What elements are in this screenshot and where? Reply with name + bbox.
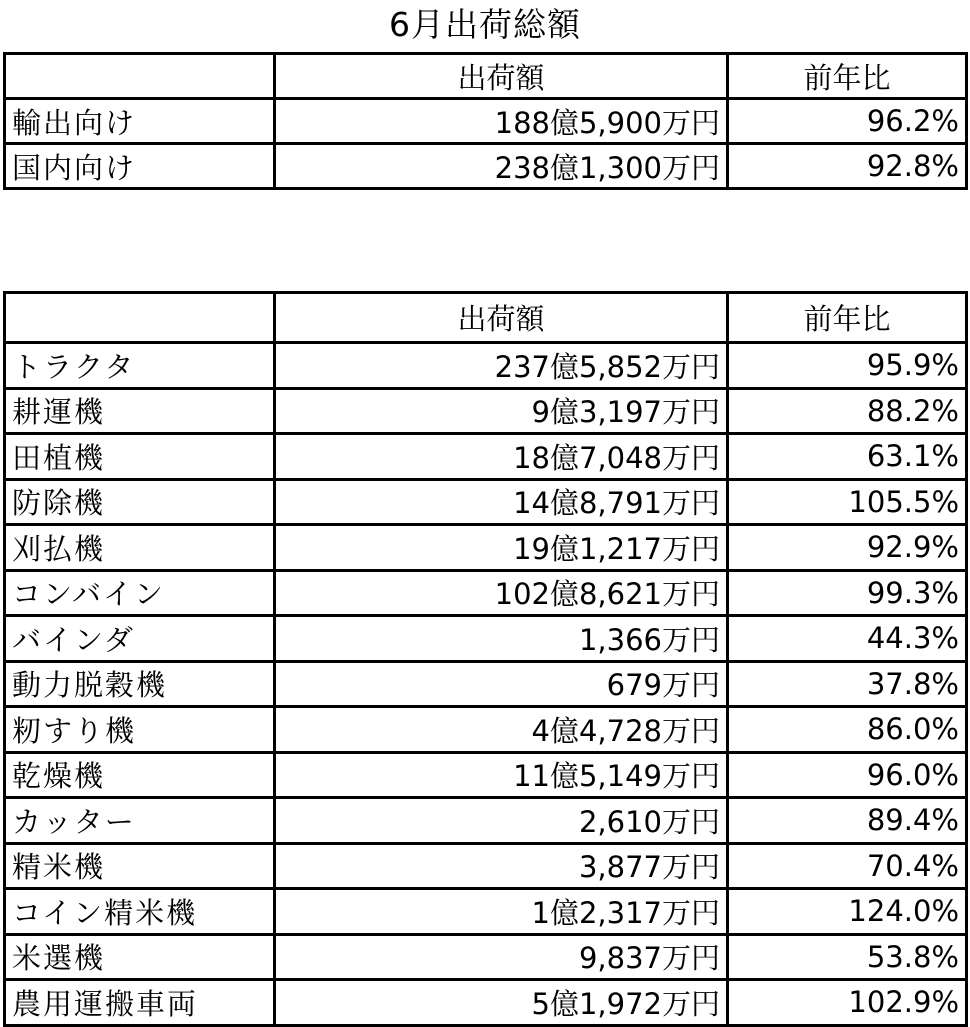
row-label: 精米機 — [5, 843, 275, 889]
table-row — [5, 798, 967, 844]
yoy-cell: 96.0% — [728, 752, 967, 798]
yoy-cell: 124.0% — [728, 889, 967, 935]
table-row — [5, 889, 967, 935]
row-label: 輸出向け — [5, 99, 275, 144]
yoy-cell: 89.4% — [728, 798, 967, 844]
row-label: 防除機 — [5, 479, 275, 525]
page-title: 6月出荷総額 — [389, 5, 581, 44]
amount-cell: 3,877万円 — [275, 843, 728, 889]
row-label: 動力脱穀機 — [5, 661, 275, 707]
row-label: コンバイン — [5, 570, 275, 616]
table-row — [5, 616, 967, 662]
header-cell-amount: 出荷額 — [275, 293, 728, 343]
amount-cell: 679万円 — [275, 661, 728, 707]
header-cell-amount: 出荷額 — [275, 54, 728, 99]
amount-cell: 1,366万円 — [275, 616, 728, 662]
row-label: トラクタ — [5, 343, 275, 389]
row-label: 米選機 — [5, 934, 275, 980]
yoy-cell: 37.8% — [728, 661, 967, 707]
table-row — [5, 144, 967, 189]
yoy-cell: 95.9% — [728, 343, 967, 389]
yoy-cell: 92.9% — [728, 525, 967, 571]
table-row — [5, 434, 967, 480]
header-cell-blank — [5, 54, 275, 99]
row-label: 耕運機 — [5, 388, 275, 434]
yoy-cell: 70.4% — [728, 843, 967, 889]
table-row — [5, 479, 967, 525]
header-cell-yoy: 前年比 — [728, 54, 967, 99]
row-label: 乾燥機 — [5, 752, 275, 798]
amount-cell: 4億4,728万円 — [275, 707, 728, 753]
yoy-cell: 99.3% — [728, 570, 967, 616]
amount-cell: 9億3,197万円 — [275, 388, 728, 434]
yoy-cell: 88.2% — [728, 388, 967, 434]
header-cell-blank — [5, 293, 275, 343]
table-row — [5, 843, 967, 889]
amount-cell: 1億2,317万円 — [275, 889, 728, 935]
summary-table — [3, 52, 968, 190]
amount-cell: 19億1,217万円 — [275, 525, 728, 571]
amount-cell: 188億5,900万円 — [275, 99, 728, 144]
amount-cell: 18億7,048万円 — [275, 434, 728, 480]
table-row — [5, 661, 967, 707]
yoy-cell: 102.9% — [728, 980, 967, 1026]
table-row — [5, 934, 967, 980]
row-label: コイン精米機 — [5, 889, 275, 935]
yoy-cell: 105.5% — [728, 479, 967, 525]
table-header-row — [5, 293, 967, 343]
table-row — [5, 570, 967, 616]
row-label: 田植機 — [5, 434, 275, 480]
yoy-cell: 44.3% — [728, 616, 967, 662]
product-table — [3, 291, 968, 1027]
row-label: 農用運搬車両 — [5, 980, 275, 1026]
table-row — [5, 388, 967, 434]
amount-cell: 14億8,791万円 — [275, 479, 728, 525]
amount-cell: 9,837万円 — [275, 934, 728, 980]
amount-cell: 237億5,852万円 — [275, 343, 728, 389]
row-label: 刈払機 — [5, 525, 275, 571]
table-row — [5, 980, 967, 1026]
table-row — [5, 343, 967, 389]
yoy-cell: 96.2% — [728, 99, 967, 144]
amount-cell: 5億1,972万円 — [275, 980, 728, 1026]
table-row — [5, 707, 967, 753]
row-label: カッター — [5, 798, 275, 844]
amount-cell: 11億5,149万円 — [275, 752, 728, 798]
table-header-row — [5, 54, 967, 99]
table-row — [5, 525, 967, 571]
table-row — [5, 752, 967, 798]
yoy-cell: 92.8% — [728, 144, 967, 189]
yoy-cell: 63.1% — [728, 434, 967, 480]
table-row — [5, 99, 967, 144]
header-cell-yoy: 前年比 — [728, 293, 967, 343]
yoy-cell: 86.0% — [728, 707, 967, 753]
amount-cell: 238億1,300万円 — [275, 144, 728, 189]
row-label: バインダ — [5, 616, 275, 662]
row-label: 国内向け — [5, 144, 275, 189]
yoy-cell: 53.8% — [728, 934, 967, 980]
row-label: 籾すり機 — [5, 707, 275, 753]
amount-cell: 2,610万円 — [275, 798, 728, 844]
amount-cell: 102億8,621万円 — [275, 570, 728, 616]
